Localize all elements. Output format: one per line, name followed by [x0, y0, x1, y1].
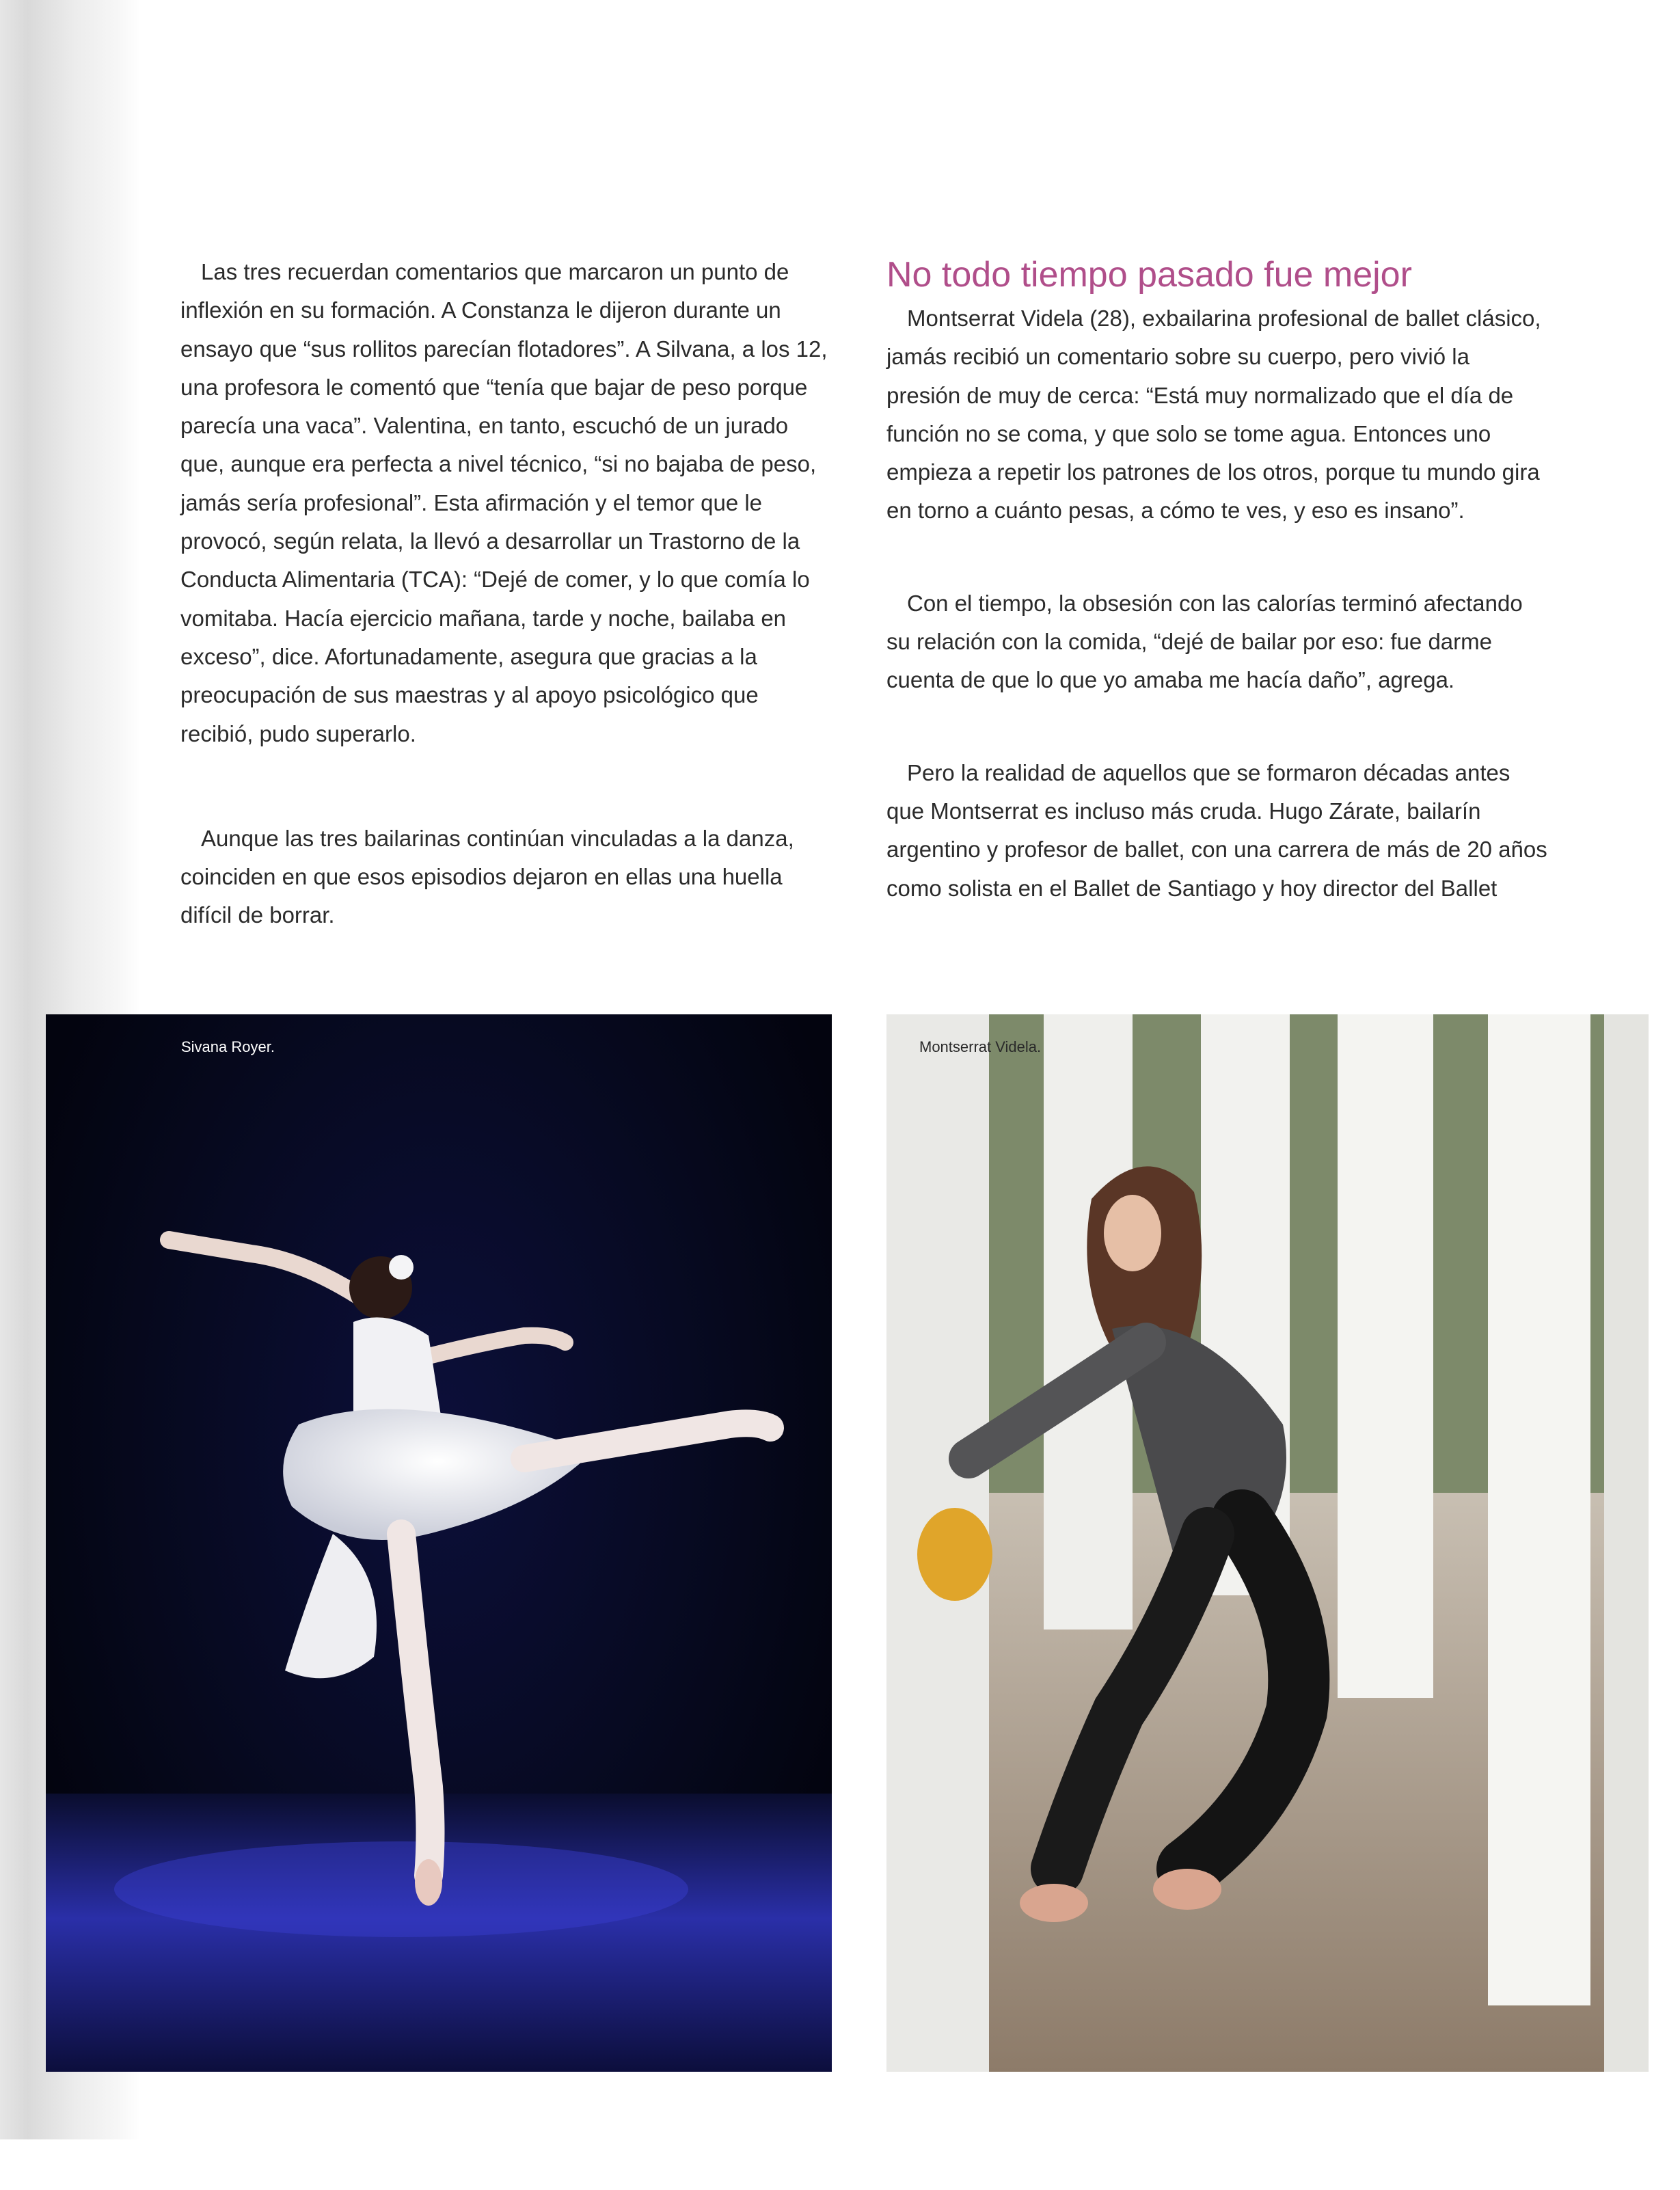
section-heading: No todo tiempo pasado fue mejor [886, 255, 1412, 295]
photo-caption: Montserrat Videla. [919, 1038, 1042, 1055]
ballerina-illustration [46, 1014, 832, 2072]
body-paragraph: Las tres recuerdan comentarios que marcaron un punto de inflexión en su formación. A Constanza le dijeron durante un ensayo que “sus rollitos parecían flotadores”. A Silvana, a los 12, una profesora le comentó que “tenía que bajar de peso porque parecía una vaca”. Valentina, en tanto, escuchó de un jurado que, aunque era perfecta a nivel técnico, “si no bajaba de peso, jamás sería profesional”. Esta afirmación y el temor que le provocó, según relata, la llevó a desarrollar un Trastorno de la Conducta Alimentaria (TCA): “Dejé de comer, y lo que comía lo vomitaba. Hacía ejercicio mañana, tarde y noche, bailaba en exceso”, dice. Afortunadamente, asegura que gracias a la preocupación de sus maestras y al apoyo psicológico que recibió, pudo superarlo. [180, 259, 828, 746]
left-text-column [180, 253, 837, 935]
photo-dancer-fence [886, 1014, 1649, 2072]
body-paragraph: Montserrat Videla (28), exbailarina profesional de ballet clásico, jamás recibió un comentario sobre su cuerpo, pero vivió la presión de muy de cerca: “Está muy normalizado que el día de función no se coma, y que solo se tome agua. Entonces uno empieza a repetir los patrones de los otros, porque tu mundo gira en torno a cuánto pesas, a cómo te ves, y eso es insano”. [886, 306, 1541, 524]
photo-ballerina-stage [46, 1014, 832, 2072]
dancer-illustration [886, 1014, 1649, 2072]
photo-caption: Sivana Royer. [181, 1038, 275, 1055]
right-text-column [886, 253, 1549, 908]
body-paragraph: Con el tiempo, la obsesión con las calorías terminó afectando su relación con la comida, “dejé de bailar por eso: fue darme cuenta de que lo que yo amaba me hacía daño”, agrega. [886, 590, 1523, 693]
body-paragraph: Pero la realidad de aquellos que se formaron décadas antes que Montserrat es incluso más cruda. Hugo Zárate, bailarín argentino y profesor de ballet, con una carrera de más de 20 años como solista en el Ballet de Santiago y hoy director del Ballet [886, 759, 1547, 901]
body-paragraph: Aunque las tres bailarinas continúan vinculadas a la danza, coinciden en que esos episodios dejaron en ellas una huella difícil de borrar. [180, 825, 794, 928]
